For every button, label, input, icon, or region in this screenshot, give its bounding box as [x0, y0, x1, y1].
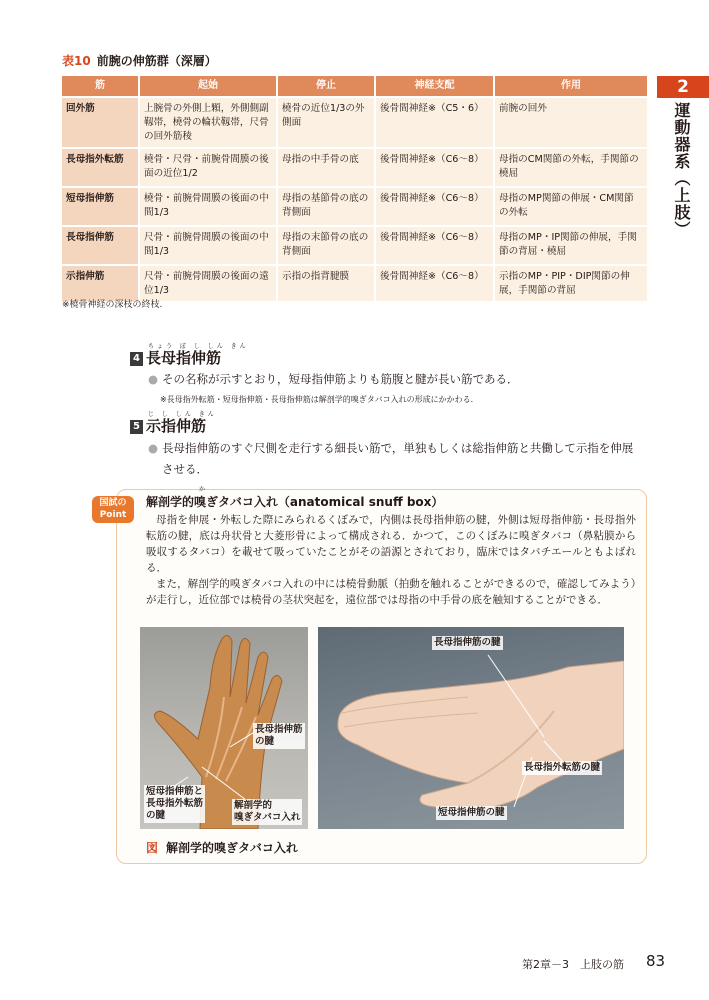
- cell-origin: 尺骨・前腕骨間膜の後面の中間1/3: [139, 226, 277, 265]
- table-title-text: 前腕の伸筋群（深層）: [96, 54, 217, 68]
- figure-caption-prefix: 図: [146, 841, 159, 855]
- exam-point-badge: [92, 496, 134, 523]
- table-header-row: [62, 76, 647, 97]
- section4-heading: [130, 347, 221, 368]
- bullet-dot-icon: ●: [148, 441, 159, 455]
- cell-innervation: 後骨間神経※（C5・6）: [375, 97, 494, 148]
- label-snuff-box: 解剖学的 嗅ぎタバコ入れ: [234, 800, 301, 823]
- point-body: [146, 512, 636, 608]
- table-row: [62, 97, 647, 148]
- section4-title: 長母指伸筋: [146, 349, 222, 367]
- cell-muscle: 短母指伸筋: [62, 187, 139, 226]
- point-heading-ruby: か: [199, 486, 206, 493]
- hand-side-illustration: [318, 627, 624, 829]
- figure-caption-text: 解剖学的嗅ぎタバコ入れ: [166, 841, 298, 855]
- cell-action: 母指のCM関節の外転，手関節の橈屈: [494, 148, 647, 187]
- hand-photo-left: [140, 627, 308, 829]
- cell-innervation: 後骨間神経※（C6～8）: [375, 148, 494, 187]
- cell-insertion: 母指の基節骨の底の背側面: [277, 187, 375, 226]
- header-innervation: 神経支配: [375, 76, 494, 97]
- cell-insertion: 母指の中手骨の底: [277, 148, 375, 187]
- table-title: [62, 52, 217, 69]
- cell-innervation: 後骨間神経※（C6～8）: [375, 187, 494, 226]
- point-heading: 解剖学的嗅ぎタバコ入れ（anatomical snuff box）: [146, 495, 444, 509]
- page-number: 83: [646, 952, 666, 970]
- header-action: 作用: [494, 76, 647, 97]
- label-apl-tendon-right: 長母指外転筋の腱: [524, 762, 601, 773]
- section-number-badge: 5: [130, 420, 143, 434]
- section5-title: 示指伸筋: [146, 417, 207, 435]
- section5-bullet: [148, 438, 648, 480]
- hand-photo-right: [318, 627, 624, 829]
- table-row: [62, 226, 647, 265]
- header-muscle: 筋: [62, 76, 139, 97]
- section5-bullet-line1: 長母指伸筋のすぐ尺側を走行する細長い筋で，単独もしくは総指伸筋と共働して示指を伸展: [162, 441, 634, 455]
- figure-caption: [146, 839, 298, 856]
- cell-muscle: 長母指外転筋: [62, 148, 139, 187]
- cell-origin: 上腕骨の外側上顆，外側側副靱帯，橈骨の輪状靱帯，尺骨の回外筋稜: [139, 97, 277, 148]
- bullet-dot-icon: ●: [148, 372, 159, 386]
- label-epb-tendon-right: 短母指伸筋の腱: [438, 807, 505, 818]
- cell-origin: 橈骨・尺骨・前腕骨間膜の後面の近位1/2: [139, 148, 277, 187]
- table-footnote: ※橈骨神経の深枝の終枝.: [62, 300, 163, 310]
- table-row: [62, 187, 647, 226]
- header-insertion: 停止: [277, 76, 375, 97]
- header-origin: 起始: [139, 76, 277, 97]
- cell-muscle: 回外筋: [62, 97, 139, 148]
- label-epb-apl-tendon: 短母指伸筋と 長母指外転筋 の腱: [146, 786, 204, 821]
- cell-action: 前腕の回外: [494, 97, 647, 148]
- label-epl-tendon-right: 長母指伸筋の腱: [434, 637, 501, 648]
- badge-line1: 国試の: [99, 498, 127, 508]
- cell-insertion: 示指の指背腱膜: [277, 265, 375, 301]
- cell-innervation: 後骨間神経※（C6～8）: [375, 226, 494, 265]
- section4-ruby: ちょう ぼ し しん きん: [148, 343, 249, 350]
- table-number: 表10: [62, 54, 91, 68]
- label-epl-tendon: 長母指伸筋 の腱: [255, 724, 303, 747]
- section5-ruby: じ し しん きん: [148, 411, 217, 418]
- section4-bullet: [148, 369, 519, 390]
- cell-innervation: 後骨間神経※（C6～8）: [375, 265, 494, 301]
- cell-origin: 尺骨・前腕骨間膜の後面の遠位1/3: [139, 265, 277, 301]
- chapter-title-vertical: 運動器系（上肢）: [672, 102, 691, 238]
- footer-chapter: 第2章－3 上肢の筋: [522, 958, 624, 971]
- cell-action: 示指のMP・PIP・DIP関節の伸展，手関節の背屈: [494, 265, 647, 301]
- point-paragraph-2: また，解剖学的嗅ぎタバコ入れの中には橈骨動脈（拍動を触れることができるので，確認してみよう）が走行し，近位部では橈骨の茎状突起を，遠位部では母指の中手骨の底を触知することができる．: [146, 578, 636, 606]
- chapter-number-tab: 2: [657, 76, 709, 98]
- cell-insertion: 母指の末節骨の底の背側面: [277, 226, 375, 265]
- table-row: [62, 148, 647, 187]
- point-paragraph-1: 母指を伸展・外転した際にみられるくぼみで，内側は長母指伸筋の腱，外側は短母指伸筋・長母指外転筋の腱，底は舟状骨と大菱形骨によって構成される．かつて，このくぼみに嗅ぎタバコ（鼻粘膜から吸収するタバコ）を載せて吸っていたことがその語源とされており，臨床ではタバチエールともよばれる．: [146, 514, 636, 574]
- table-row: [62, 265, 647, 301]
- cell-origin: 橈骨・前腕骨間膜の後面の中間1/3: [139, 187, 277, 226]
- cell-action: 母指のMP・IP関節の伸展，手関節の背屈・橈屈: [494, 226, 647, 265]
- section4-bullet-text: その名称が示すとおり，短母指伸筋よりも筋腹と腱が長い筋である．: [162, 372, 519, 386]
- extensor-muscle-table: [62, 76, 647, 301]
- cell-muscle: 長母指伸筋: [62, 226, 139, 265]
- badge-line2: Point: [99, 510, 127, 520]
- section5-heading: [130, 415, 206, 436]
- section4-note: ※長母指外転筋・短母指伸筋・長母指伸筋は解剖学的嗅ぎタバコ入れの形成にかかわる．: [160, 395, 479, 404]
- cell-action: 母指のMP関節の伸展・CM関節の外転: [494, 187, 647, 226]
- section-number-badge: 4: [130, 352, 143, 366]
- section5-bullet-line2: させる．: [162, 462, 208, 476]
- cell-muscle: 示指伸筋: [62, 265, 139, 301]
- cell-insertion: 橈骨の近位1/3の外側面: [277, 97, 375, 148]
